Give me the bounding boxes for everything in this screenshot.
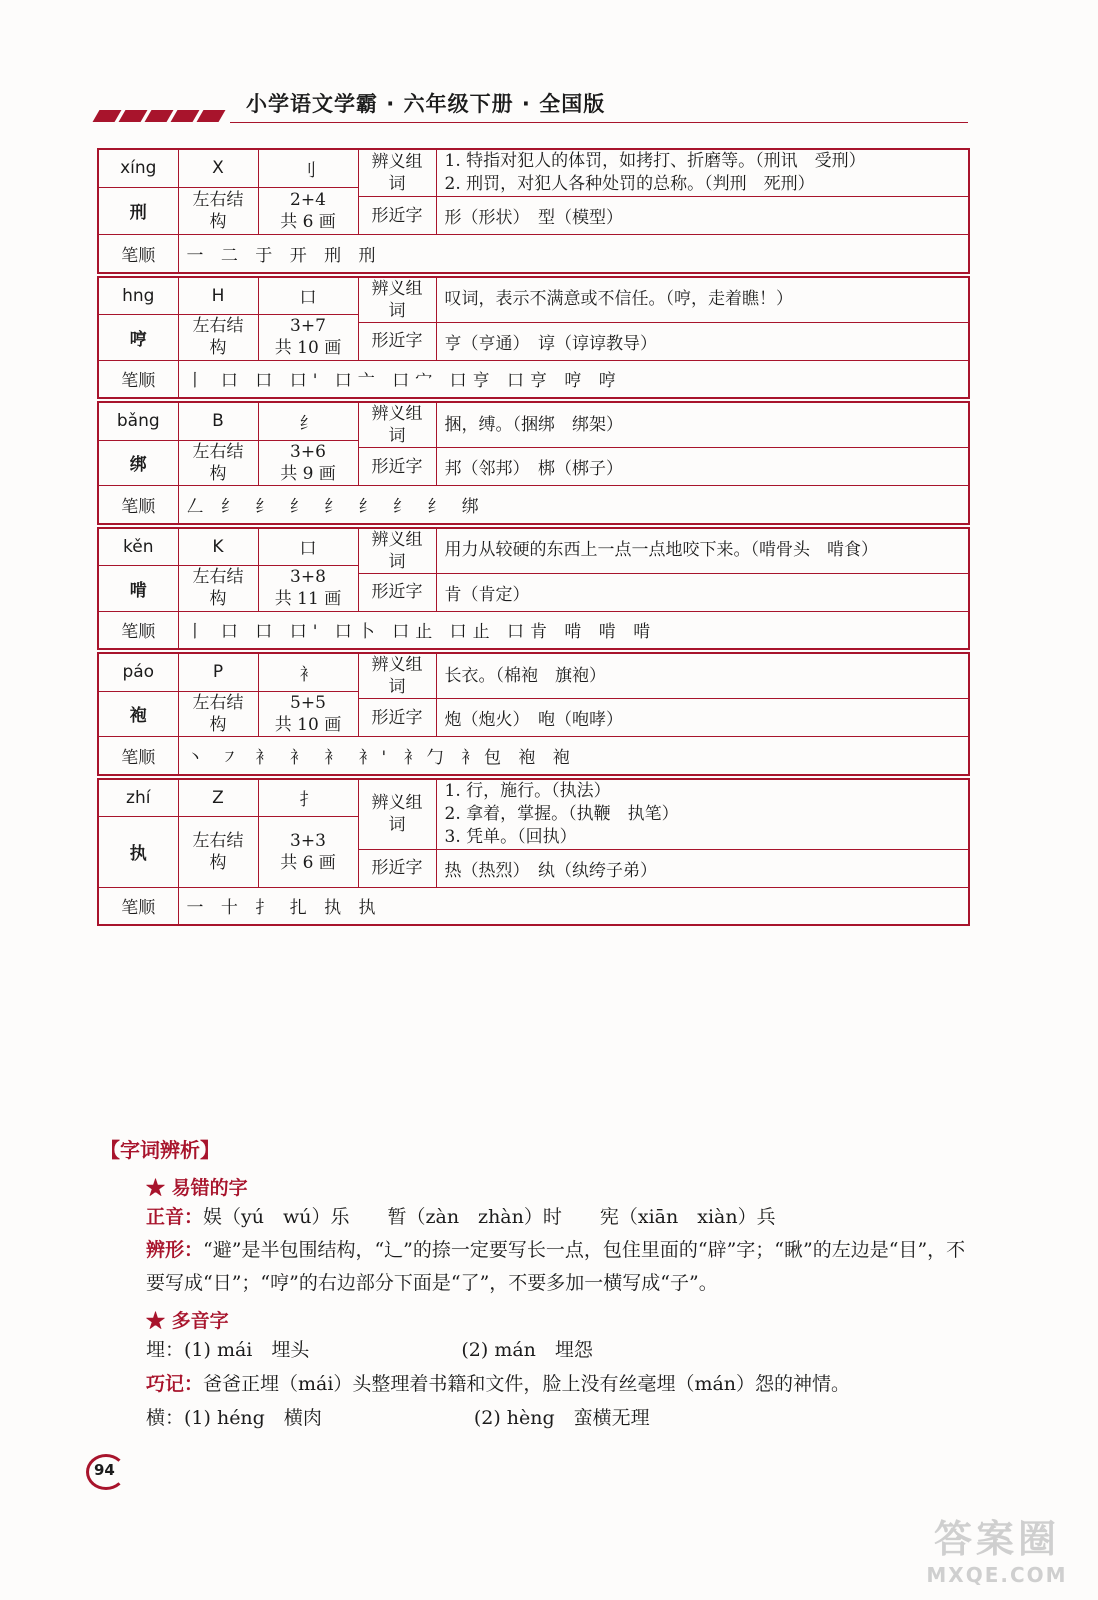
- meaning-line: 叹词，表示不满意或不信任。（哼，走着瞧！）: [444, 289, 793, 309]
- meaning-line: 3. 凭单。（回执）: [444, 826, 577, 847]
- similar-label: 形近字: [358, 322, 436, 360]
- initial-letter: Z: [178, 779, 258, 817]
- stroke-count: [258, 187, 358, 235]
- structure: 左右结构: [178, 817, 258, 888]
- qiaoji-line: [146, 1367, 980, 1401]
- similar-label: 形近字: [358, 849, 436, 887]
- zhengyin-text: 娱（yú wú）乐 暂（zàn zhàn）时 宪（xiān xiàn）兵: [203, 1206, 776, 1228]
- character-card: [97, 652, 970, 776]
- similar-label: 形近字: [358, 699, 436, 737]
- similar-chars: 炮（炮火） 咆（咆哮）: [436, 699, 969, 737]
- stroke-order-label: 笔顺: [98, 235, 178, 273]
- character-card: [97, 276, 970, 400]
- zhengyin-label: 正音：: [146, 1206, 204, 1228]
- initial-letter: B: [178, 402, 258, 440]
- stroke-formula: 3+8: [290, 567, 326, 588]
- bianyi-label: 辨义组词: [358, 528, 436, 574]
- bianyi-label: 辨义组词: [358, 149, 436, 197]
- similar-chars: 亨（亨通） 谆（谆谆教导）: [436, 322, 969, 360]
- header-decoration: [96, 110, 226, 122]
- meanings: [436, 402, 969, 448]
- header-rule: [230, 122, 968, 123]
- stroke-order-label: 笔顺: [98, 360, 178, 398]
- meanings: [436, 277, 969, 323]
- meaning-line: 1. 行，施行。（执法）: [444, 780, 611, 801]
- stroke-total: 共 10 画: [274, 338, 342, 359]
- stroke-order-label: 笔顺: [98, 737, 178, 775]
- similar-label: 形近字: [358, 197, 436, 235]
- structure: 左右结构: [178, 187, 258, 235]
- character-card: [97, 148, 970, 274]
- similar-label: 形近字: [358, 448, 436, 486]
- stroke-total: 共 6 画: [280, 211, 336, 232]
- structure: 左右结构: [178, 440, 258, 486]
- initial-letter: K: [178, 528, 258, 566]
- pinyin: kěn: [98, 528, 178, 566]
- character-tables: [97, 148, 970, 928]
- similar-chars: 热（热烈） 纨（纨绔子弟）: [436, 849, 969, 887]
- qiaoji-label: 巧记：: [146, 1373, 204, 1395]
- word-analysis-section: [100, 1134, 980, 1435]
- stroke-total: 共 6 画: [280, 852, 336, 873]
- pinyin: hng: [98, 277, 178, 315]
- stroke-formula: 5+5: [290, 692, 326, 713]
- radical: 口: [258, 277, 358, 315]
- character: 哼: [98, 315, 178, 361]
- bianxing-line: [146, 1234, 980, 1300]
- radical: 衤: [258, 653, 358, 691]
- bianyi-label: 辨义组词: [358, 402, 436, 448]
- character: 啃: [98, 566, 178, 612]
- stroke-total: 共 10 画: [274, 714, 342, 735]
- meaning-line: 1. 特指对犯人的体罚，如拷打、折磨等。（刑讯 受刑）: [444, 151, 866, 171]
- pinyin: xíng: [98, 149, 178, 187]
- watermark-logo: [912, 1508, 1082, 1588]
- book-title: 小学语文学霸 · 六年级下册 · 全国版: [246, 92, 606, 116]
- pinyin: páo: [98, 653, 178, 691]
- bianyi-label: 辨义组词: [358, 653, 436, 699]
- character: 绑: [98, 440, 178, 486]
- qiaoji-text: 爸爸正埋（mái）头整理着书籍和文件，脸上没有丝毫埋（mán）怨的神情。: [203, 1373, 851, 1395]
- page-number: [84, 1452, 132, 1492]
- stroke-order: 丨 口 口 口' 口亠 口宀 口亨 口亨 哼 哼: [178, 360, 969, 398]
- stroke-formula: 3+7: [290, 316, 326, 337]
- stroke-order: 丨 口 口 口' 口卜 口止 口止 口肯 啃 啃 啃: [178, 611, 969, 649]
- meaning-line: 用力从较硬的东西上一点一点地咬下来。（啃骨头 啃食）: [444, 540, 878, 560]
- watermark-text: 答案圈: [933, 1517, 1060, 1561]
- stroke-order: 丶 ㇇ 衤 衤 衤 衤' 衤勹 衤包 袍 袍: [178, 737, 969, 775]
- mai-line: 埋：(1) mái 埋头 (2) mán 埋怨: [146, 1339, 593, 1361]
- similar-chars: 形（形状） 型（模型）: [436, 197, 969, 235]
- radical: 口: [258, 528, 358, 566]
- stroke-formula: 2+4: [290, 189, 326, 210]
- meaning-line: 长衣。（棉袍 旗袍）: [444, 665, 606, 686]
- stroke-total: 共 9 画: [280, 463, 336, 484]
- page-number-text: 94: [94, 1461, 115, 1479]
- character-card: [97, 401, 970, 525]
- radical: 扌: [258, 779, 358, 817]
- character: 袍: [98, 691, 178, 737]
- bianxing-text: “避”是半包围结构，“辶”的捺一定要写长一点，包住里面的“辟”字；“瞅”的左边是“目”，不要写成“日”；“哼”的右边部分下面是“了”，不要多加一横写成“子”。: [146, 1239, 966, 1294]
- meanings: [436, 528, 969, 574]
- stroke-count: [258, 315, 358, 361]
- bianyi-label: 辨义组词: [358, 277, 436, 323]
- meanings: [436, 653, 969, 699]
- similar-chars: 邦（邻邦） 梆（梆子）: [436, 448, 969, 486]
- stroke-order-label: 笔顺: [98, 887, 178, 925]
- pinyin: zhí: [98, 779, 178, 817]
- stroke-count: [258, 566, 358, 612]
- page-header: [96, 88, 968, 132]
- structure: 左右结构: [178, 566, 258, 612]
- initial-letter: H: [178, 277, 258, 315]
- radical: 刂: [258, 149, 358, 187]
- character-card: [97, 527, 970, 651]
- easy-wrong-title: ★ 易错的字: [146, 1177, 248, 1199]
- character: 刑: [98, 187, 178, 235]
- stroke-formula: 3+6: [290, 441, 326, 462]
- stroke-order: 一 十 扌 扎 执 执: [178, 887, 969, 925]
- zhengyin-line: [146, 1200, 980, 1234]
- stroke-count: [258, 691, 358, 737]
- stroke-total: 共 11 画: [274, 589, 342, 610]
- heng-line: 横：(1) héng 横肉 (2) hèng 蛮横无理: [146, 1407, 650, 1429]
- similar-chars: 肯（肯定）: [436, 573, 969, 611]
- bianyi-label: 辨义组词: [358, 779, 436, 850]
- meaning-line: 2. 刑罚，对犯人各种处罚的总称。（判刑 死刑）: [444, 174, 815, 194]
- stroke-count: [258, 817, 358, 888]
- initial-letter: X: [178, 149, 258, 187]
- bianxing-label: 辨形：: [146, 1239, 204, 1261]
- analysis-title: 【字词辨析】: [100, 1138, 220, 1162]
- structure: 左右结构: [178, 315, 258, 361]
- structure: 左右结构: [178, 691, 258, 737]
- stroke-formula: 3+3: [290, 830, 326, 851]
- watermark-url: MXQE.COM: [926, 1563, 1068, 1587]
- polyphone-title: ★ 多音字: [146, 1310, 229, 1332]
- stroke-count: [258, 440, 358, 486]
- meaning-line: 捆，缚。（捆绑 绑架）: [444, 414, 623, 435]
- character-card: [97, 778, 970, 927]
- stroke-order: 𠃋 纟 纟 纟 纟 纟 纟 纟 绑: [178, 486, 969, 524]
- character: 执: [98, 817, 178, 888]
- pinyin: bǎng: [98, 402, 178, 440]
- stroke-order-label: 笔顺: [98, 611, 178, 649]
- meanings: [436, 149, 969, 197]
- radical: 纟: [258, 402, 358, 440]
- stroke-order-label: 笔顺: [98, 486, 178, 524]
- stroke-order: 一 二 于 开 刑 刑: [178, 235, 969, 273]
- similar-label: 形近字: [358, 573, 436, 611]
- initial-letter: P: [178, 653, 258, 691]
- meaning-line: 2. 拿着，掌握。（执鞭 执笔）: [444, 803, 679, 824]
- meanings: [436, 779, 969, 850]
